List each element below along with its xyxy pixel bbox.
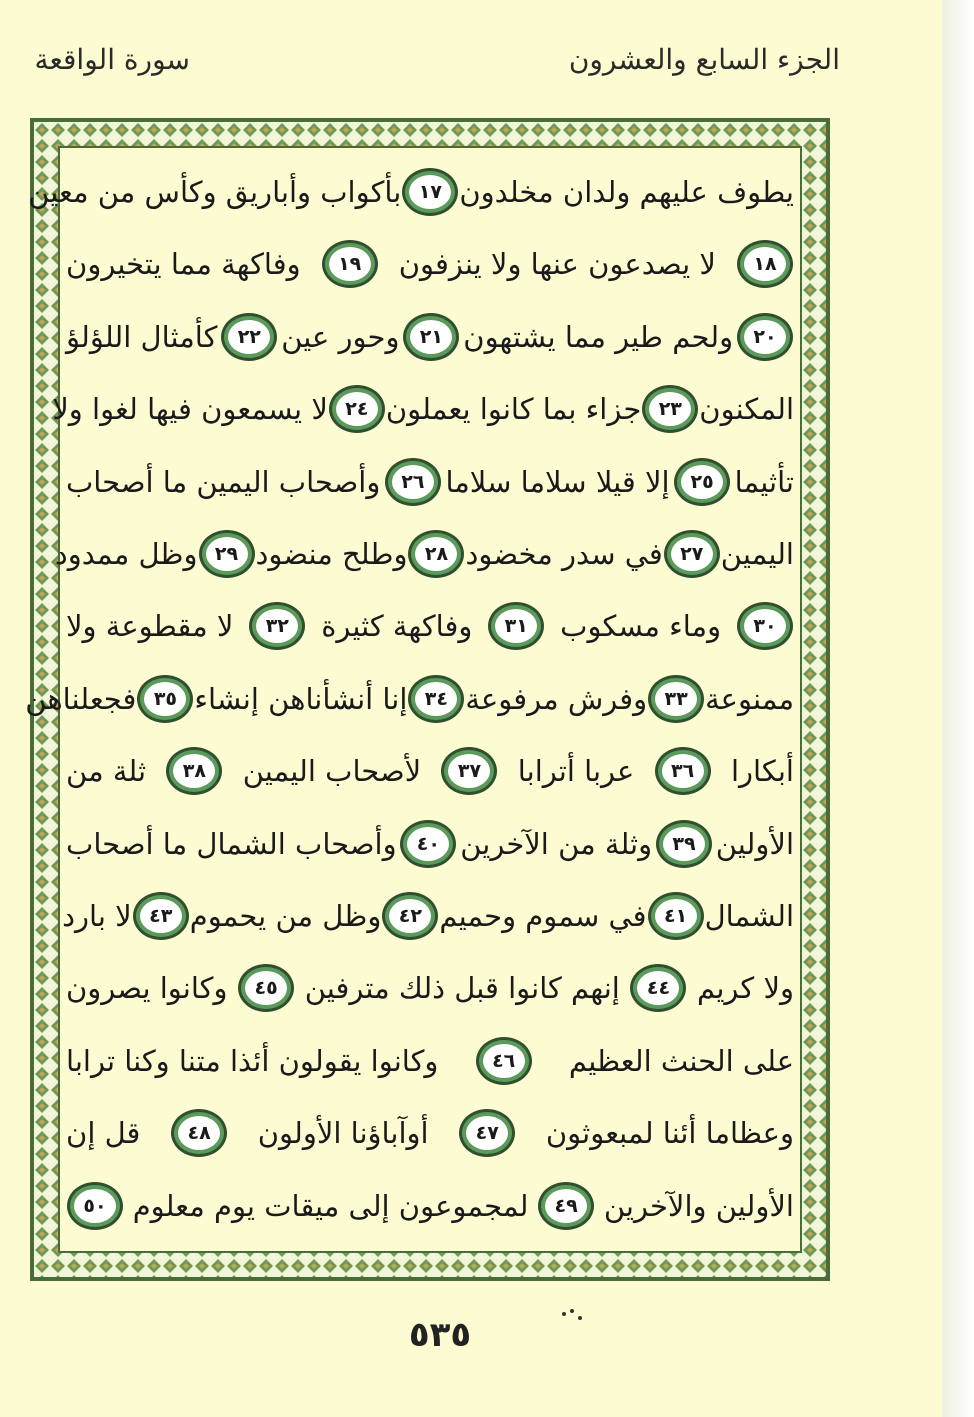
verse-line [62, 880, 794, 952]
verse-text: ولا كريم [697, 971, 794, 1006]
ayah-number-marker: ٣٥ [140, 678, 190, 720]
verse-line [66, 590, 794, 662]
juz-title: الجزء السابع والعشرون [568, 43, 840, 76]
verse-text: في سدر مخضود [465, 537, 663, 571]
verse-text: الأولين [715, 826, 794, 861]
verse-text: الأولين والآخرين [603, 1188, 794, 1223]
verse-text: يطوف عليهم ولدان مخلدون [459, 175, 794, 209]
verse-text: لا مقطوعة ولا [66, 609, 234, 644]
ayah-number-marker: ٥٠ [70, 1185, 120, 1227]
verse-text: على الحنث العظيم [568, 1043, 794, 1078]
ayah-number-marker: ١٨ [740, 243, 790, 285]
verse-text: وحور عين [281, 319, 400, 354]
verse-text: وكانوا يقولون أئذا متنا وكنا ترابا [66, 1043, 439, 1078]
verse-line [66, 735, 794, 807]
ayah-number-marker: ٢٤ [332, 388, 382, 430]
verse-text: وفرش مرفوعة [465, 681, 648, 716]
verse-line [66, 446, 794, 518]
verse-text: إنا أنشأناهن إنشاء [194, 681, 408, 716]
verse-text: وظل من يحموم [189, 899, 382, 933]
text-area [25, 146, 802, 1253]
verse-text: وكانوا يصرون [66, 971, 228, 1006]
verse-text: تأثيما [734, 464, 794, 499]
dots-ornament [558, 1306, 588, 1326]
verse-text: لا يسمعون فيها لغوا ولا [52, 392, 328, 427]
ayah-number-marker: ٢٧ [667, 533, 717, 575]
ayah-number-marker: ٢١ [406, 316, 456, 358]
ayah-number-marker: ٣١ [491, 605, 541, 647]
verse-text: بأكواب وأباريق وكأس من معين [28, 175, 402, 209]
ayah-number-marker: ٤٢ [385, 895, 435, 937]
verse-text: إنهم كانوا قبل ذلك مترفين [304, 971, 620, 1006]
ayah-number-marker: ٣٨ [169, 750, 219, 792]
verse-line [54, 518, 794, 590]
verse-text: لمجموعون إلى ميقات يوم معلوم [132, 1188, 529, 1223]
ayah-number-marker: ٤٤ [633, 967, 683, 1009]
verse-text: ثلة من [66, 754, 147, 789]
verse-text: وأصحاب اليمين ما أصحاب [66, 464, 381, 499]
ayah-number-marker: ٣٠ [740, 605, 790, 647]
verse-text: ممنوعة [705, 681, 794, 716]
verse-text: جزاء بما كانوا يعملون [385, 392, 642, 427]
ayah-number-marker: ٣٦ [658, 750, 708, 792]
ornamental-frame [25, 118, 830, 1281]
verse-text: ولحم طير مما يشتهون [463, 319, 734, 354]
verse-text: وعظاما أئنا لمبعوثون [545, 1116, 794, 1151]
ayah-number-marker: ٣٤ [411, 678, 461, 720]
verse-text: أوآباؤنا الأولون [257, 1116, 429, 1151]
ayah-number-marker: ٤٨ [174, 1112, 224, 1154]
verse-text: المكنون [699, 392, 794, 427]
ayah-number-marker: ١٧ [405, 171, 455, 213]
ayah-number-marker: ٢٢ [224, 316, 274, 358]
verse-text: كأمثال اللؤلؤ [66, 319, 218, 354]
ayah-number-marker: ٤٦ [479, 1040, 529, 1082]
verse-lines [25, 156, 794, 1243]
verse-text: عربا أترابا [517, 754, 635, 789]
ayah-number-marker: ٣٩ [659, 823, 709, 865]
verse-text: وأصحاب الشمال ما أصحاب [66, 826, 397, 861]
verse-text: إلا قيلا سلاما سلاما [445, 464, 670, 499]
ayah-number-marker: ٤١ [651, 895, 701, 937]
verse-line [25, 663, 794, 735]
verse-text: وطلح منضود [255, 537, 408, 571]
verse-text: وفاكهة كثيرة [321, 609, 473, 644]
verse-line [66, 952, 794, 1024]
ayah-number-marker: ٣٣ [651, 678, 701, 720]
verse-text: الشمال [704, 899, 794, 933]
page-number: ٥٣٥ [408, 1315, 472, 1355]
ayah-number-marker: ٤٩ [541, 1185, 591, 1227]
verse-text: أبكارا [730, 754, 794, 789]
verse-line [66, 301, 794, 373]
verse-line [66, 228, 794, 300]
ayah-number-marker: ٢٣ [645, 388, 695, 430]
verse-text: اليمين [720, 537, 794, 571]
verse-line [66, 1097, 794, 1169]
verse-text: لا يصدعون عنها ولا ينزفون [398, 247, 716, 282]
page-edge [942, 0, 974, 1417]
ayah-number-marker: ٣٢ [252, 605, 302, 647]
verse-text: وظل ممدود [54, 537, 198, 571]
verse-text: وماء مسكوب [560, 609, 722, 644]
ayah-number-marker: ٣٧ [444, 750, 494, 792]
surah-title: سورة الواقعة [34, 43, 190, 76]
verse-text: وثلة من الآخرين [460, 826, 653, 861]
verse-text: فجعلناهن [25, 681, 137, 716]
ayah-number-marker: ٢٩ [202, 533, 252, 575]
ayah-number-marker: ٢٠ [740, 316, 790, 358]
ayah-number-marker: ٤٥ [241, 967, 291, 1009]
ayah-number-marker: ٢٥ [677, 461, 727, 503]
ayah-number-marker: ٤٣ [136, 895, 186, 937]
ayah-number-marker: ٤٧ [462, 1112, 512, 1154]
ayah-number-marker: ٢٦ [388, 461, 438, 503]
verse-text: قل إن [66, 1116, 141, 1151]
verse-text: لا بارد [62, 899, 132, 933]
verse-line [28, 156, 794, 228]
verse-line [66, 808, 794, 880]
verse-line [66, 1170, 794, 1242]
verse-text: في سموم وحميم [439, 899, 647, 933]
ayah-number-marker: ٢٨ [411, 533, 461, 575]
verse-text: لأصحاب اليمين [242, 754, 422, 789]
ayah-number-marker: ٤٠ [403, 823, 453, 865]
verse-text: وفاكهة مما يتخيرون [66, 247, 301, 282]
verse-line [52, 373, 794, 445]
ayah-number-marker: ١٩ [325, 243, 375, 285]
verse-line [66, 1025, 794, 1097]
